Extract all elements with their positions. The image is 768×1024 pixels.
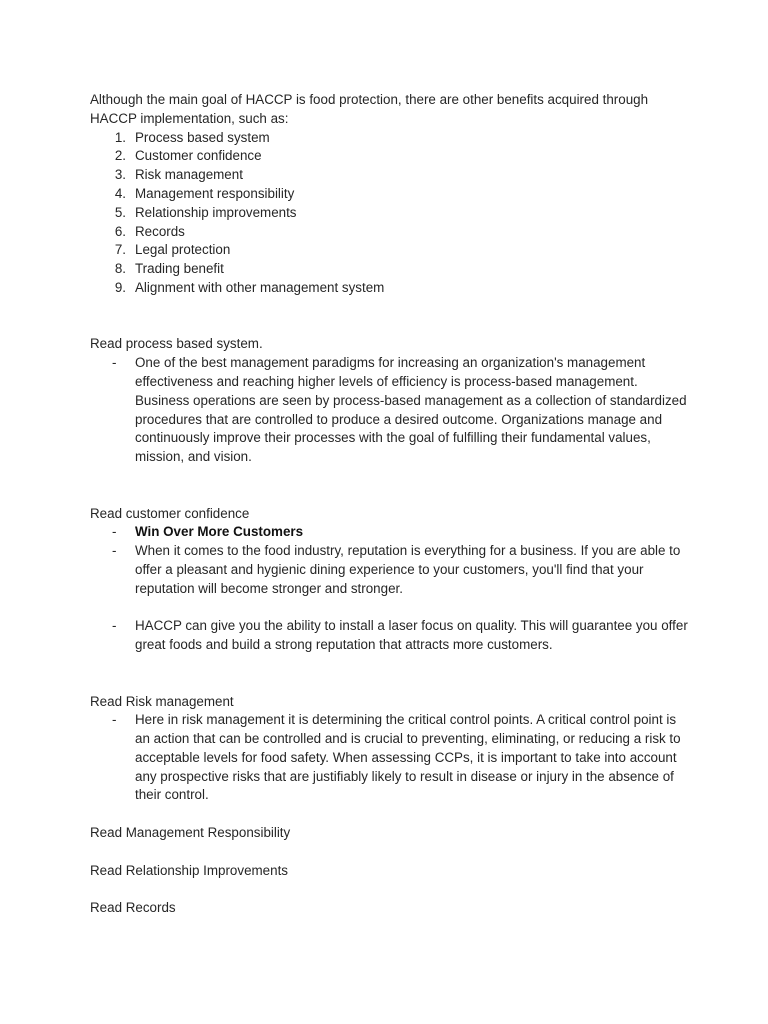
benefits-list <box>90 129 690 298</box>
spacer <box>90 805 690 824</box>
list-item <box>90 711 690 805</box>
bold-bullet-text: Win Over More Customers <box>135 524 304 540</box>
list-item-text: Legal protection <box>135 242 231 258</box>
section-heading-risk: Read Risk management <box>90 693 234 709</box>
spacer <box>90 655 690 693</box>
bullet-text: Here in risk management it is determining the critical control points. A critical control point is an action that can be controlled and is crucial to preventing, eliminating, or reducing a risk to acceptable levels for food safety. When assessing CCPs, it is important to take into account any prospective risks that are justifiably likely to result in disease or injury in the absence of their control. <box>135 712 681 803</box>
risk-bullets <box>90 711 690 805</box>
list-item <box>90 147 690 166</box>
dash-bullet: - <box>112 543 117 559</box>
list-item <box>90 185 690 204</box>
list-item <box>90 542 690 598</box>
list-number: 4. <box>114 185 126 201</box>
list-item <box>90 204 690 223</box>
list-item-text: Management responsibility <box>135 185 295 201</box>
list-number: 8. <box>114 261 126 277</box>
list-number: 9. <box>114 279 126 295</box>
list-number: 7. <box>114 242 126 258</box>
section-heading-process: Read process based system. <box>90 336 263 352</box>
bullet-text: When it comes to the food industry, reputation is everything for a business. If you are able to offer a pleasant and hygienic dining experience to your customers, you'll find that your reputation will become stronger and stronger. <box>135 543 681 596</box>
dash-bullet: - <box>112 618 117 634</box>
dash-bullet: - <box>112 524 117 540</box>
list-item-text: Trading benefit <box>135 261 224 277</box>
list-item-text: Process based system <box>135 129 270 145</box>
spacer <box>90 599 690 618</box>
list-item-text: Records <box>135 223 185 239</box>
list-item <box>90 166 690 185</box>
list-number: 2. <box>114 148 126 164</box>
list-item <box>90 523 690 542</box>
customer-bullets-2 <box>90 617 690 655</box>
list-number: 5. <box>114 204 126 220</box>
dash-bullet: - <box>112 355 117 371</box>
list-item <box>90 223 690 242</box>
spacer <box>90 298 690 336</box>
list-item <box>90 279 690 298</box>
bullet-text: One of the best management paradigms for increasing an organization's management effectiveness and reaching higher levels of efficiency is process-based management. Business operations are seen by process-based management as a collection of standardized procedures that are controlled to produce a desired outcome. Organizations manage and continuously improve their processes with the goal of fulfilling their fundamental values, mission, and vision. <box>135 355 687 465</box>
list-number: 6. <box>114 223 126 239</box>
spacer <box>90 880 690 899</box>
list-item <box>90 354 690 467</box>
list-item-text: Risk management <box>135 167 243 183</box>
list-number: 3. <box>114 167 126 183</box>
list-item-text: Customer confidence <box>135 148 262 164</box>
section-heading-relationship: Read Relationship Improvements <box>90 862 288 878</box>
section-heading-records: Read Records <box>90 900 176 916</box>
document-page <box>90 91 690 918</box>
list-item <box>90 617 690 655</box>
list-item <box>90 129 690 148</box>
dash-bullet: - <box>112 712 117 728</box>
list-number: 1. <box>114 129 126 145</box>
list-item <box>90 260 690 279</box>
spacer <box>90 467 690 505</box>
section-heading-management: Read Management Responsibility <box>90 825 291 841</box>
bullet-text: HACCP can give you the ability to install a laser focus on quality. This will guarantee you offer great foods and build a strong reputation that attracts more customers. <box>135 618 688 653</box>
list-item-text: Alignment with other management system <box>135 279 385 295</box>
section-heading-customer: Read customer confidence <box>90 505 250 521</box>
process-bullets <box>90 354 690 467</box>
spacer <box>90 843 690 862</box>
customer-bullets <box>90 523 690 598</box>
intro-paragraph: Although the main goal of HACCP is food protection, there are other benefits acquired through HACCP implementation, such as: <box>90 92 649 126</box>
list-item-text: Relationship improvements <box>135 204 297 220</box>
list-item <box>90 241 690 260</box>
